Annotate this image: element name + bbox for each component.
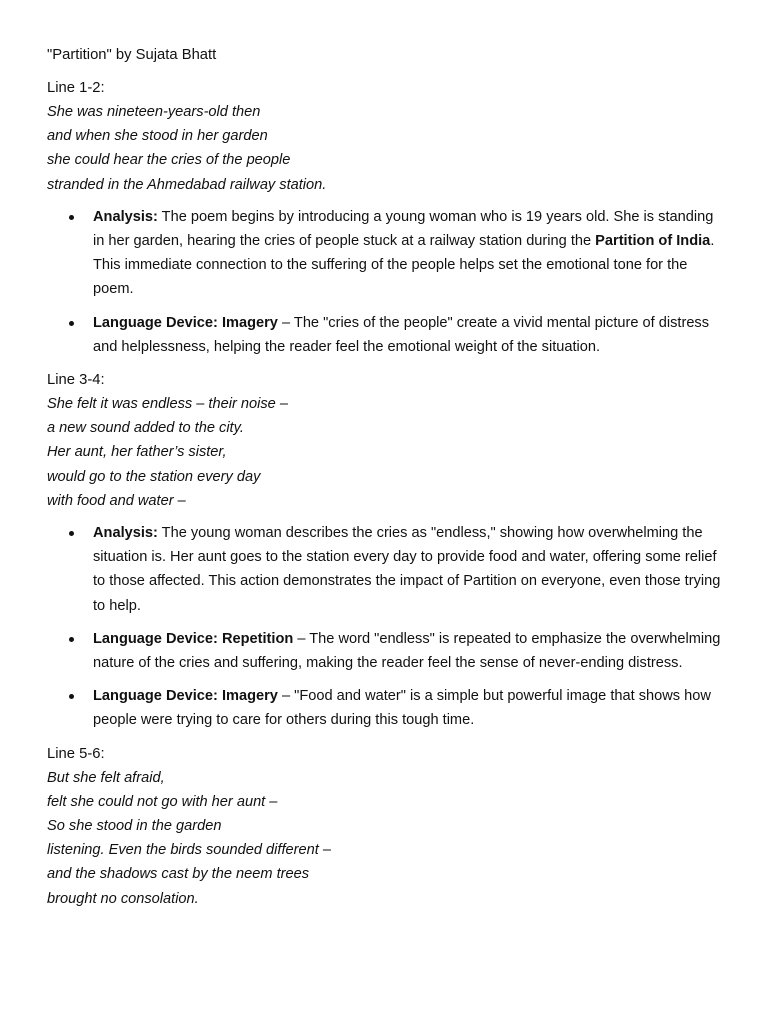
item-text: – The "cries of the people" create a vivid mental picture of distress and helplessness, helping the reader feel the emotional weight of the situation.: [93, 314, 710, 355]
section-lines-1-2: [47, 76, 722, 359]
item-text: The young woman describes the cries as "endless," showing how overwhelming the situation is. Her aunt goes to the station every day to provide food and water, offering some relief to those affected. This action demonstrates the impact of Partition on everyone, even those trying to help.: [93, 525, 721, 614]
document-title: "Partition" by Sujata Bhatt: [47, 47, 217, 63]
item-text-after: . This immediate connection to the suffering of the people helps set the emotional tone for the poem.: [93, 233, 715, 298]
poem-line: She felt it was endless – their noise –: [47, 396, 288, 413]
poem-line: stranded in the Ahmedabad railway station.: [47, 176, 327, 193]
bullet-icon: [69, 694, 74, 699]
bullet-icon: [69, 531, 74, 536]
poem-line: would go to the station every day: [47, 468, 261, 485]
bullet-icon: [69, 321, 74, 326]
section-lines-5-6: [47, 742, 722, 911]
analysis-item: [47, 627, 722, 675]
item-label: Analysis:: [93, 525, 158, 542]
item-label: Language Device: Imagery: [93, 688, 278, 705]
poem-line: brought no consolation.: [47, 890, 199, 907]
section-heading: Line 1-2:: [47, 80, 105, 96]
item-text: – The word "endless" is repeated to emphasize the overwhelming nature of the cries and suffering, making the reader feel the sense of never-ending distress.: [93, 630, 721, 672]
item-emphasis: Partition of India: [595, 233, 711, 250]
analysis-item: [47, 684, 722, 732]
bullet-icon: [69, 215, 74, 220]
analysis-item: [47, 311, 722, 359]
item-label: Language Device: Imagery: [93, 314, 278, 331]
analysis-item: [47, 521, 722, 618]
analysis-list: [47, 521, 722, 733]
poem-line: and the shadows cast by the neem trees: [47, 866, 310, 883]
item-label: Language Device: Repetition: [93, 630, 294, 647]
item-text: – "Food and water" is a simple but powerful image that shows how people were trying to care for others during this tough time.: [93, 688, 711, 729]
section-lines-3-4: [47, 368, 722, 733]
poem-line: So she stood in the garden: [47, 818, 222, 835]
analysis-list: [47, 205, 722, 359]
poem-excerpt: [47, 766, 722, 911]
poem-line: She was nineteen-years-old then: [47, 104, 261, 120]
analysis-item: [47, 205, 722, 302]
poem-line: listening. Even the birds sounded different –: [47, 842, 331, 859]
poem-line: But she felt afraid,: [47, 769, 165, 786]
section-heading: Line 3-4:: [47, 372, 105, 389]
poem-line: Her aunt, her father’s sister,: [47, 444, 227, 461]
item-text: The poem begins by introducing a young woman who is 19 years old. She is standing in her garden, hearing the cries of people stuck at a railway station during the: [93, 208, 714, 250]
poem-line: with food and water –: [47, 492, 186, 509]
poem-line: and when she stood in her garden: [47, 128, 268, 145]
poem-line: felt she could not go with her aunt –: [47, 793, 278, 810]
poem-excerpt: [47, 392, 722, 513]
item-label: Analysis:: [93, 208, 158, 225]
section-heading: Line 5-6:: [47, 745, 105, 762]
poem-line: she could hear the cries of the people: [47, 152, 291, 169]
poem-line: a new sound added to the city.: [47, 420, 244, 437]
poem-excerpt: [47, 100, 722, 197]
bullet-icon: [69, 637, 74, 642]
